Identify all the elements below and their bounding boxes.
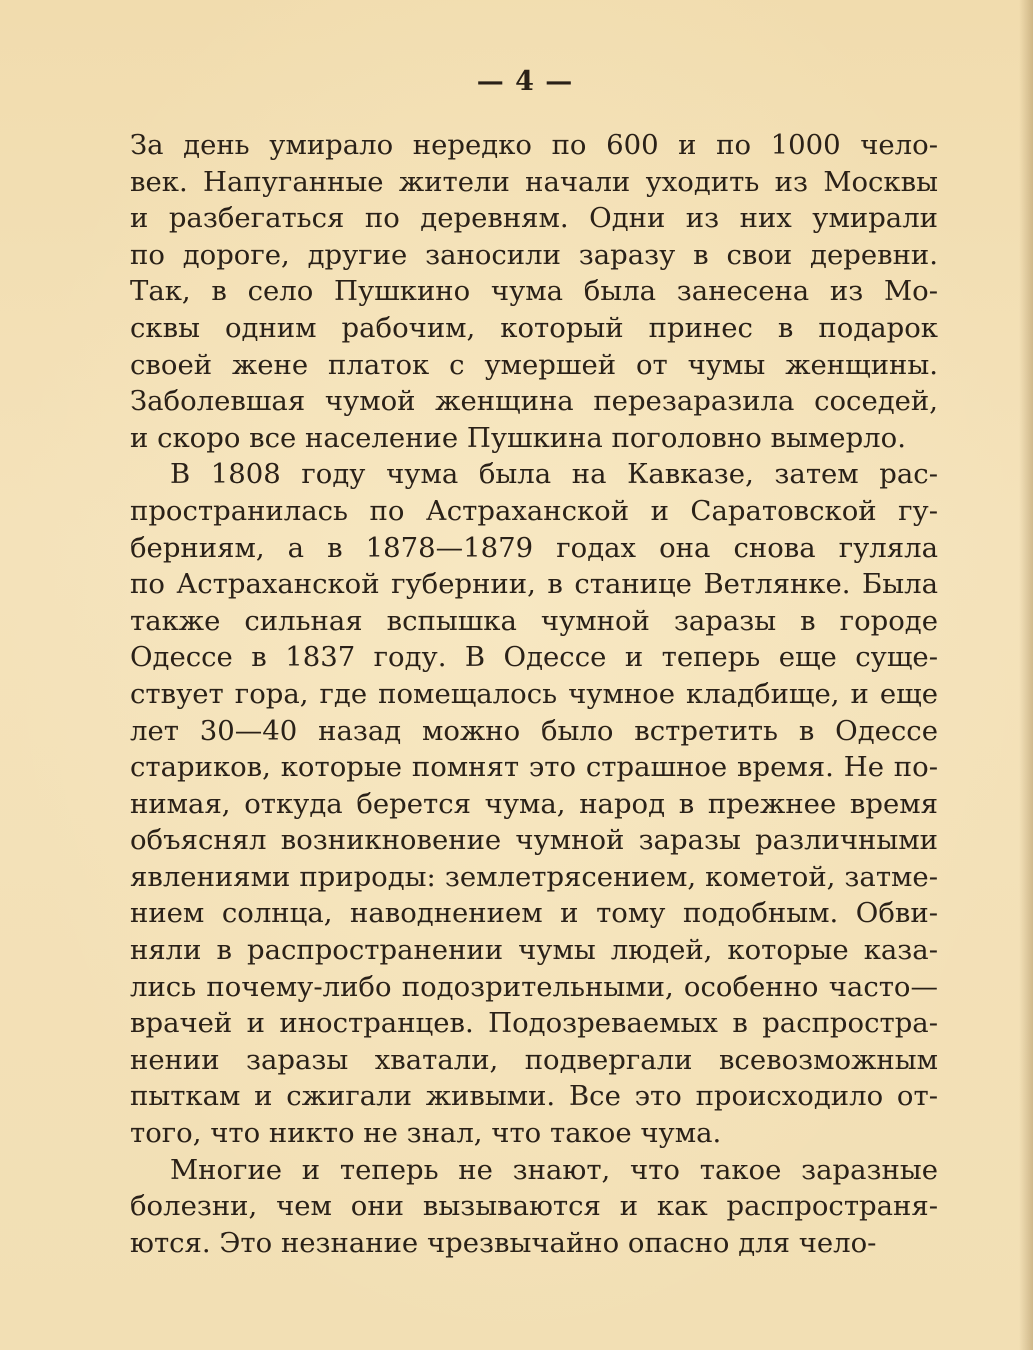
text-line: и разбегаться по деревням. Одни из них умирали — [130, 202, 938, 235]
text-line: няли в распространении чумы людей, которые каза- — [130, 934, 938, 967]
text-line: Одессе в 1837 году. В Одессе и теперь еще суще- — [130, 641, 938, 674]
page-edge-shadow — [1019, 0, 1033, 1350]
text-line: берниям, а в 1878—1879 годах она снова гуляла — [130, 531, 938, 564]
text-line: век. Напуганные жители начали уходить из Москвы — [130, 165, 938, 198]
text-line: пыткам и сжигали живыми. Все это происходило от- — [130, 1080, 938, 1113]
text-line: Многие и теперь не знают, что такое заразные — [170, 1153, 938, 1186]
text-line: нием солнца, наводнением и тому подобным. Обви- — [130, 897, 938, 930]
text-line: пространилась по Астраханской и Саратовской гу- — [130, 494, 938, 527]
text-line: по Астраханской губернии, в станице Ветлянке. Была — [130, 568, 938, 601]
text-line: врачей и иностранцев. Подозреваемых в распростра- — [130, 1007, 938, 1040]
text-line: по дороге, другие заносили заразу в свои деревни. — [130, 238, 938, 271]
text-line: нимая, откуда берется чума, народ в прежнее время — [130, 787, 938, 820]
page-number: — 4 — — [476, 66, 574, 97]
text-line: нении заразы хватали, подвергали всевозможным — [130, 1043, 938, 1076]
text-line: ствует гора, где помещалось чумное кладбище, и еще — [130, 677, 938, 710]
text-line: стариков, которые помнят это страшное время. Не по- — [130, 751, 938, 784]
text-line: ются. Это незнание чрезвычайно опасно для чело- — [130, 1226, 877, 1259]
text-line: сквы одним рабочим, который принес в подарок — [130, 311, 938, 344]
text-line: болезни, чем они вызываются и как распространя- — [130, 1190, 938, 1223]
text-line: Заболевшая чумой женщина перезаразила соседей, — [130, 385, 938, 418]
text-line: В 1808 году чума была на Кавказе, затем рас- — [170, 458, 938, 491]
paragraph — [130, 1152, 938, 1262]
text-line: За день умирало нередко по 600 и по 1000 чело- — [130, 129, 938, 161]
text-line: лись почему-либо подозрительными, особенно часто— — [130, 970, 938, 1003]
paragraph — [130, 456, 938, 1151]
text-line: своей жене платок с умершей от чумы женщины. — [130, 348, 938, 381]
text-line: явлениями природы: землетрясением, кометой, затме- — [130, 860, 938, 893]
text-line: и скоро все население Пушкина поголовно вымерло. — [130, 421, 906, 454]
text-line: также сильная вспышка чумной заразы в городе — [130, 604, 938, 637]
paragraph — [130, 127, 938, 456]
text-line: того, что никто не знал, что такое чума. — [130, 1117, 722, 1150]
text-line: Так, в село Пушкино чума была занесена из Мо- — [130, 275, 938, 308]
text-line: лет 30—40 назад можно было встретить в Одессе — [130, 714, 938, 747]
text-line: объяснял возникновение чумной заразы различными — [130, 824, 938, 857]
body-text — [130, 127, 938, 1261]
